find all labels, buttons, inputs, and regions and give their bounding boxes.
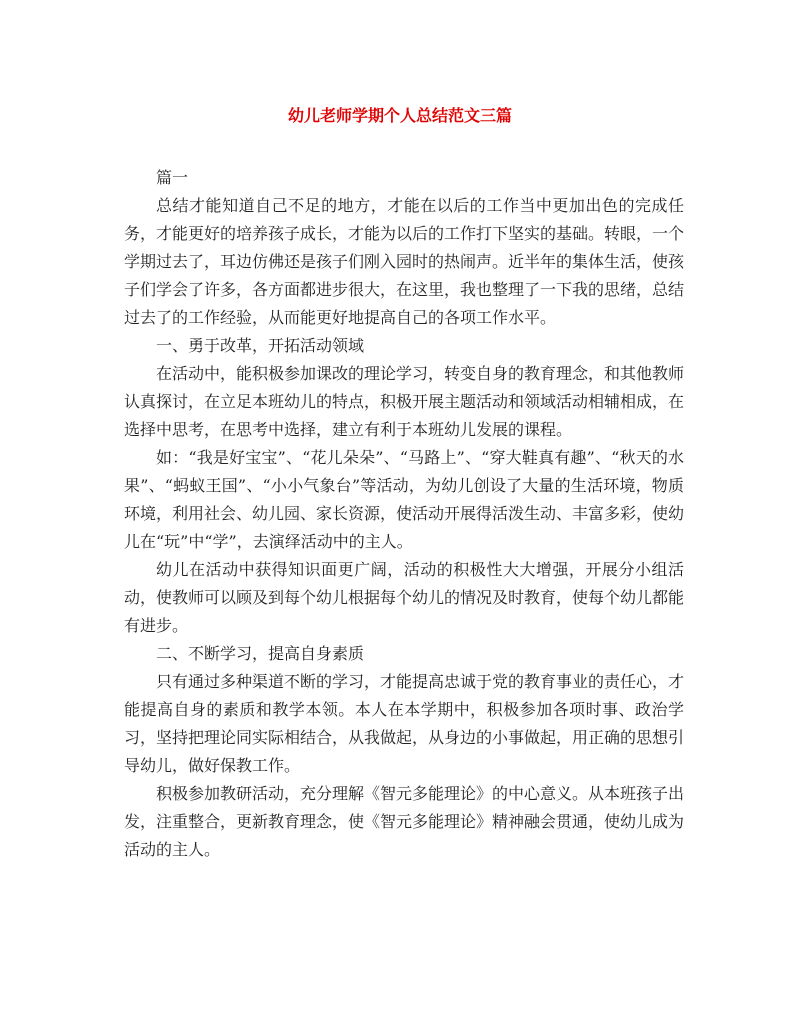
paragraph-curriculum: 在活动中，能积极参加课改的理论学习，转变自身的教育理念，和其他教师认真探讨，在立足本班幼儿的特点，积极开展主题活动和领域活动相辅相成，在选择中思考，在思考中选择，建立有利于本班幼儿发展的课程。 bbox=[124, 364, 685, 439]
document-title: 幼儿老师学期个人总结范文三篇 bbox=[287, 106, 512, 125]
document-body bbox=[124, 164, 684, 864]
paragraph-research: 积极参加教研活动，充分理解《智元多能理论》的中心意义。从本班孩子出发，注重整合，更新教育理念，使《智元多能理论》精神融会贯通，使幼儿成为活动的主人。 bbox=[124, 784, 685, 859]
section-label: 篇一 bbox=[156, 168, 189, 187]
heading-reform: 一、勇于改革，开拓活动领域 bbox=[156, 336, 365, 355]
heading-learning: 二、不断学习，提高自身素质 bbox=[156, 644, 365, 663]
paragraph-activities: 如：“我是好宝宝”、“花儿朵朵”、“马路上”、“穿大鞋真有趣”、“秋天的水果”、“蚂蚁王国”、“小小气象台”等活动，为幼儿创设了大量的生活环境，物质环境，利用社会、幼儿园、家长资源，使活动开展得活泼生动、丰富多彩，使幼儿在“玩”中“学”，去演绎活动中的主人。 bbox=[124, 448, 685, 551]
paragraph-intro: 总结才能知道自己不足的地方，才能在以后的工作当中更加出色的完成任务，才能更好的培养孩子成长，才能为以后的工作打下坚实的基础。转眼，一个学期过去了，耳边仿佛还是孩子们刚入园时的热闹声。近半年的集体生活，使孩子们学会了许多，各方面都进步很大，在这里，我也整理了一下我的思绪，总结过去了的工作经验，从而能更好地提高自己的各项工作水平。 bbox=[124, 196, 685, 327]
paragraph-study: 只有通过多种渠道不断的学习，才能提高忠诚于党的教育事业的责任心，才能提高自身的素质和教学本领。本人在本学期中，积极参加各项时事、政治学习，坚持把理论同实际相结合，从我做起，从身边的小事做起，用正确的思想引导幼儿，做好保教工作。 bbox=[124, 672, 685, 775]
paragraph-group-activities: 幼儿在活动中获得知识面更广阔，活动的积极性大大增强，开展分小组活动，使教师可以顾及到每个幼儿根据每个幼儿的情况及时教育，使每个幼儿都能有进步。 bbox=[124, 560, 685, 635]
